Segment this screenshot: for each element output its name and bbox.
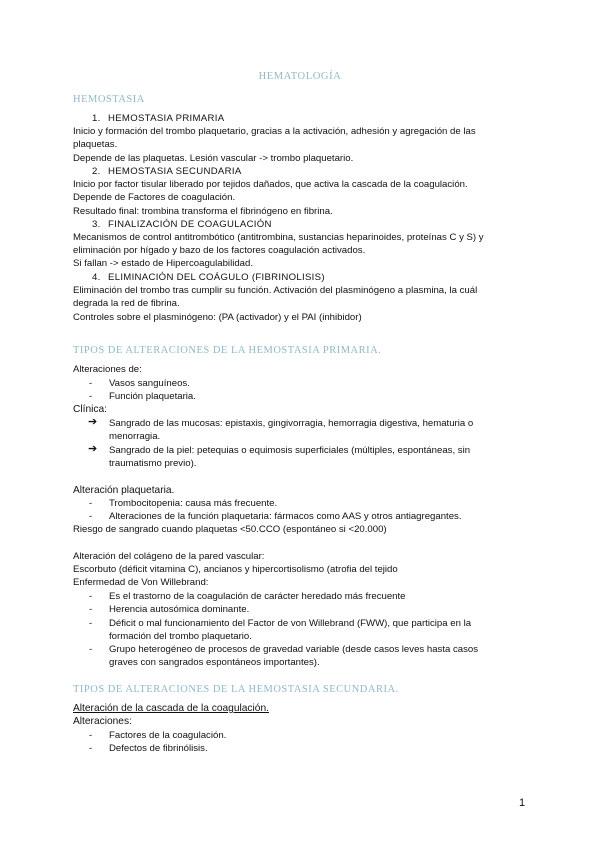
item-title: HEMOSTASIA SECUNDARIA [108,166,242,177]
label-alteraciones: Alteraciones: [73,716,132,727]
item-number: 4. [92,272,101,283]
paragraph-line: Mecanismos de control antitrombótico (antitrombina, sustancias heparinoides, proteínas C y S) y [73,232,484,243]
label-clinica: Clínica: [73,404,107,415]
section-heading-secundaria-alteraciones: TIPOS DE ALTERACIONES DE LA HEMOSTASIA SECUNDARIA. [73,684,399,695]
paragraph-line: plaquetas. [73,139,118,150]
arrow-bullet-icon: ➔ [88,416,98,428]
paragraph-line: Riesgo de sangrado cuando plaquetas <50.CCO (espontáneo si <20.000) [73,524,387,535]
paragraph-line: Si fallan -> estado de Hipercoagulabilidad. [73,258,253,269]
list-item: Función plaquetaria. [109,391,196,402]
label-alteracion-colageno: Alteración del colágeno de la pared vascular: [73,551,265,562]
item-number: 1. [92,113,101,124]
list-item-continuation: menorragia. [109,431,161,442]
numbered-heading-eliminacion [92,271,325,284]
paragraph-line: Escorbuto (déficit vitamina C), ancianos y hipercortisolismo (atrofia del tejido [73,564,398,575]
document-title: HEMATOLOGÍA [258,71,342,82]
list-item: Sangrado de la piel: petequias o equimosis superficiales (múltiples, espontáneas, sin [109,445,471,456]
list-item: Alteraciones de la función plaquetaria: fármacos como AAS y otros antiagregantes. [109,511,462,522]
list-item-continuation: formación del trombo plaquetario. [109,631,252,642]
paragraph-line: Controles sobre el plasminógeno: (PA (activador) y el PAI (inhibidor) [73,312,362,323]
list-item-continuation: traumatismo previo). [109,458,197,469]
numbered-heading-finalizacion [92,218,272,231]
section-heading-primaria-alteraciones: TIPOS DE ALTERACIONES DE LA HEMOSTASIA PRIMARIA. [73,345,382,356]
list-item-continuation: graves con sangrados espontáneos importantes). [109,657,320,668]
list-bullet: - [89,591,93,602]
list-item: Trombocitopenia: causa más frecuente. [109,498,278,509]
list-item: Es el trastorno de la coagulación de carácter heredado más frecuente [109,591,406,602]
label-alteracion-plaquetaria: Alteración plaquetaria. [73,485,175,496]
item-title: HEMOSTASIA PRIMARIA [108,113,225,124]
paragraph-line: Resultado final: trombina transforma el fibrinógeno en fibrina. [73,206,333,217]
list-bullet: - [89,743,93,754]
item-number: 3. [92,219,101,230]
paragraph-line: Eliminación del trombo tras cumplir su función. Activación del plasminógeno a plasmina, la cuál [73,285,478,296]
paragraph-line: Inicio y formación del trombo plaquetario, gracias a la activación, adhesión y agregación de las [73,126,476,137]
list-bullet: - [89,511,93,522]
paragraph-line: Inicio por factor tisular liberado por tejidos dañados, que activa la cascada de la coagulación. [73,179,468,190]
list-bullet: - [89,644,93,655]
section-heading-hemostasia: HEMOSTASIA [73,94,145,105]
list-item: Grupo heterogéneo de procesos de gravedad variable (desde casos leves hasta casos [109,644,479,655]
item-title: ELIMINACIÓN DEL COÁGULO (FIBRINOLISIS) [108,272,325,283]
list-bullet: - [89,391,93,402]
numbered-heading-primaria [92,112,224,125]
list-item: Factores de la coagulación. [109,730,227,741]
label-cascada: Alteración de la cascada de la coagulación. [73,703,269,714]
paragraph-line: eliminación por hígado y bazo de los factores coagulación activados. [73,245,366,256]
list-bullet: - [89,618,93,629]
list-item: Defectos de fibrinólisis. [109,743,208,754]
list-bullet: - [89,498,93,509]
list-item: Déficit o mal funcionamiento del Factor de von Willebrand (FWW), que participa en la [109,618,472,629]
paragraph-line: Depende de las plaquetas. Lesión vascular -> trombo plaquetario. [73,153,354,164]
list-bullet: - [89,378,93,389]
label-alteraciones: Alteraciones de: [73,364,142,375]
item-number: 2. [92,166,101,177]
paragraph-line: Depende de Factores de coagulación. [73,192,236,203]
paragraph-line: degrada la red de fibrina. [73,298,180,309]
list-bullet: - [89,604,93,615]
label-von-willebrand: Enfermedad de Von Willebrand: [73,577,209,588]
list-item: Vasos sanguíneos. [109,378,190,389]
list-bullet: - [89,730,93,741]
list-item: Herencia autosómica dominante. [109,604,250,615]
page-number: 1 [519,797,526,809]
arrow-bullet-icon: ➔ [88,443,98,455]
item-title: FINALIZACIÓN DE COAGULACIÓN [108,219,272,230]
numbered-heading-secundaria [92,165,242,178]
list-item: Sangrado de las mucosas: epistaxis, gingivorragia, hemorragia digestiva, hematuria o [109,418,474,429]
